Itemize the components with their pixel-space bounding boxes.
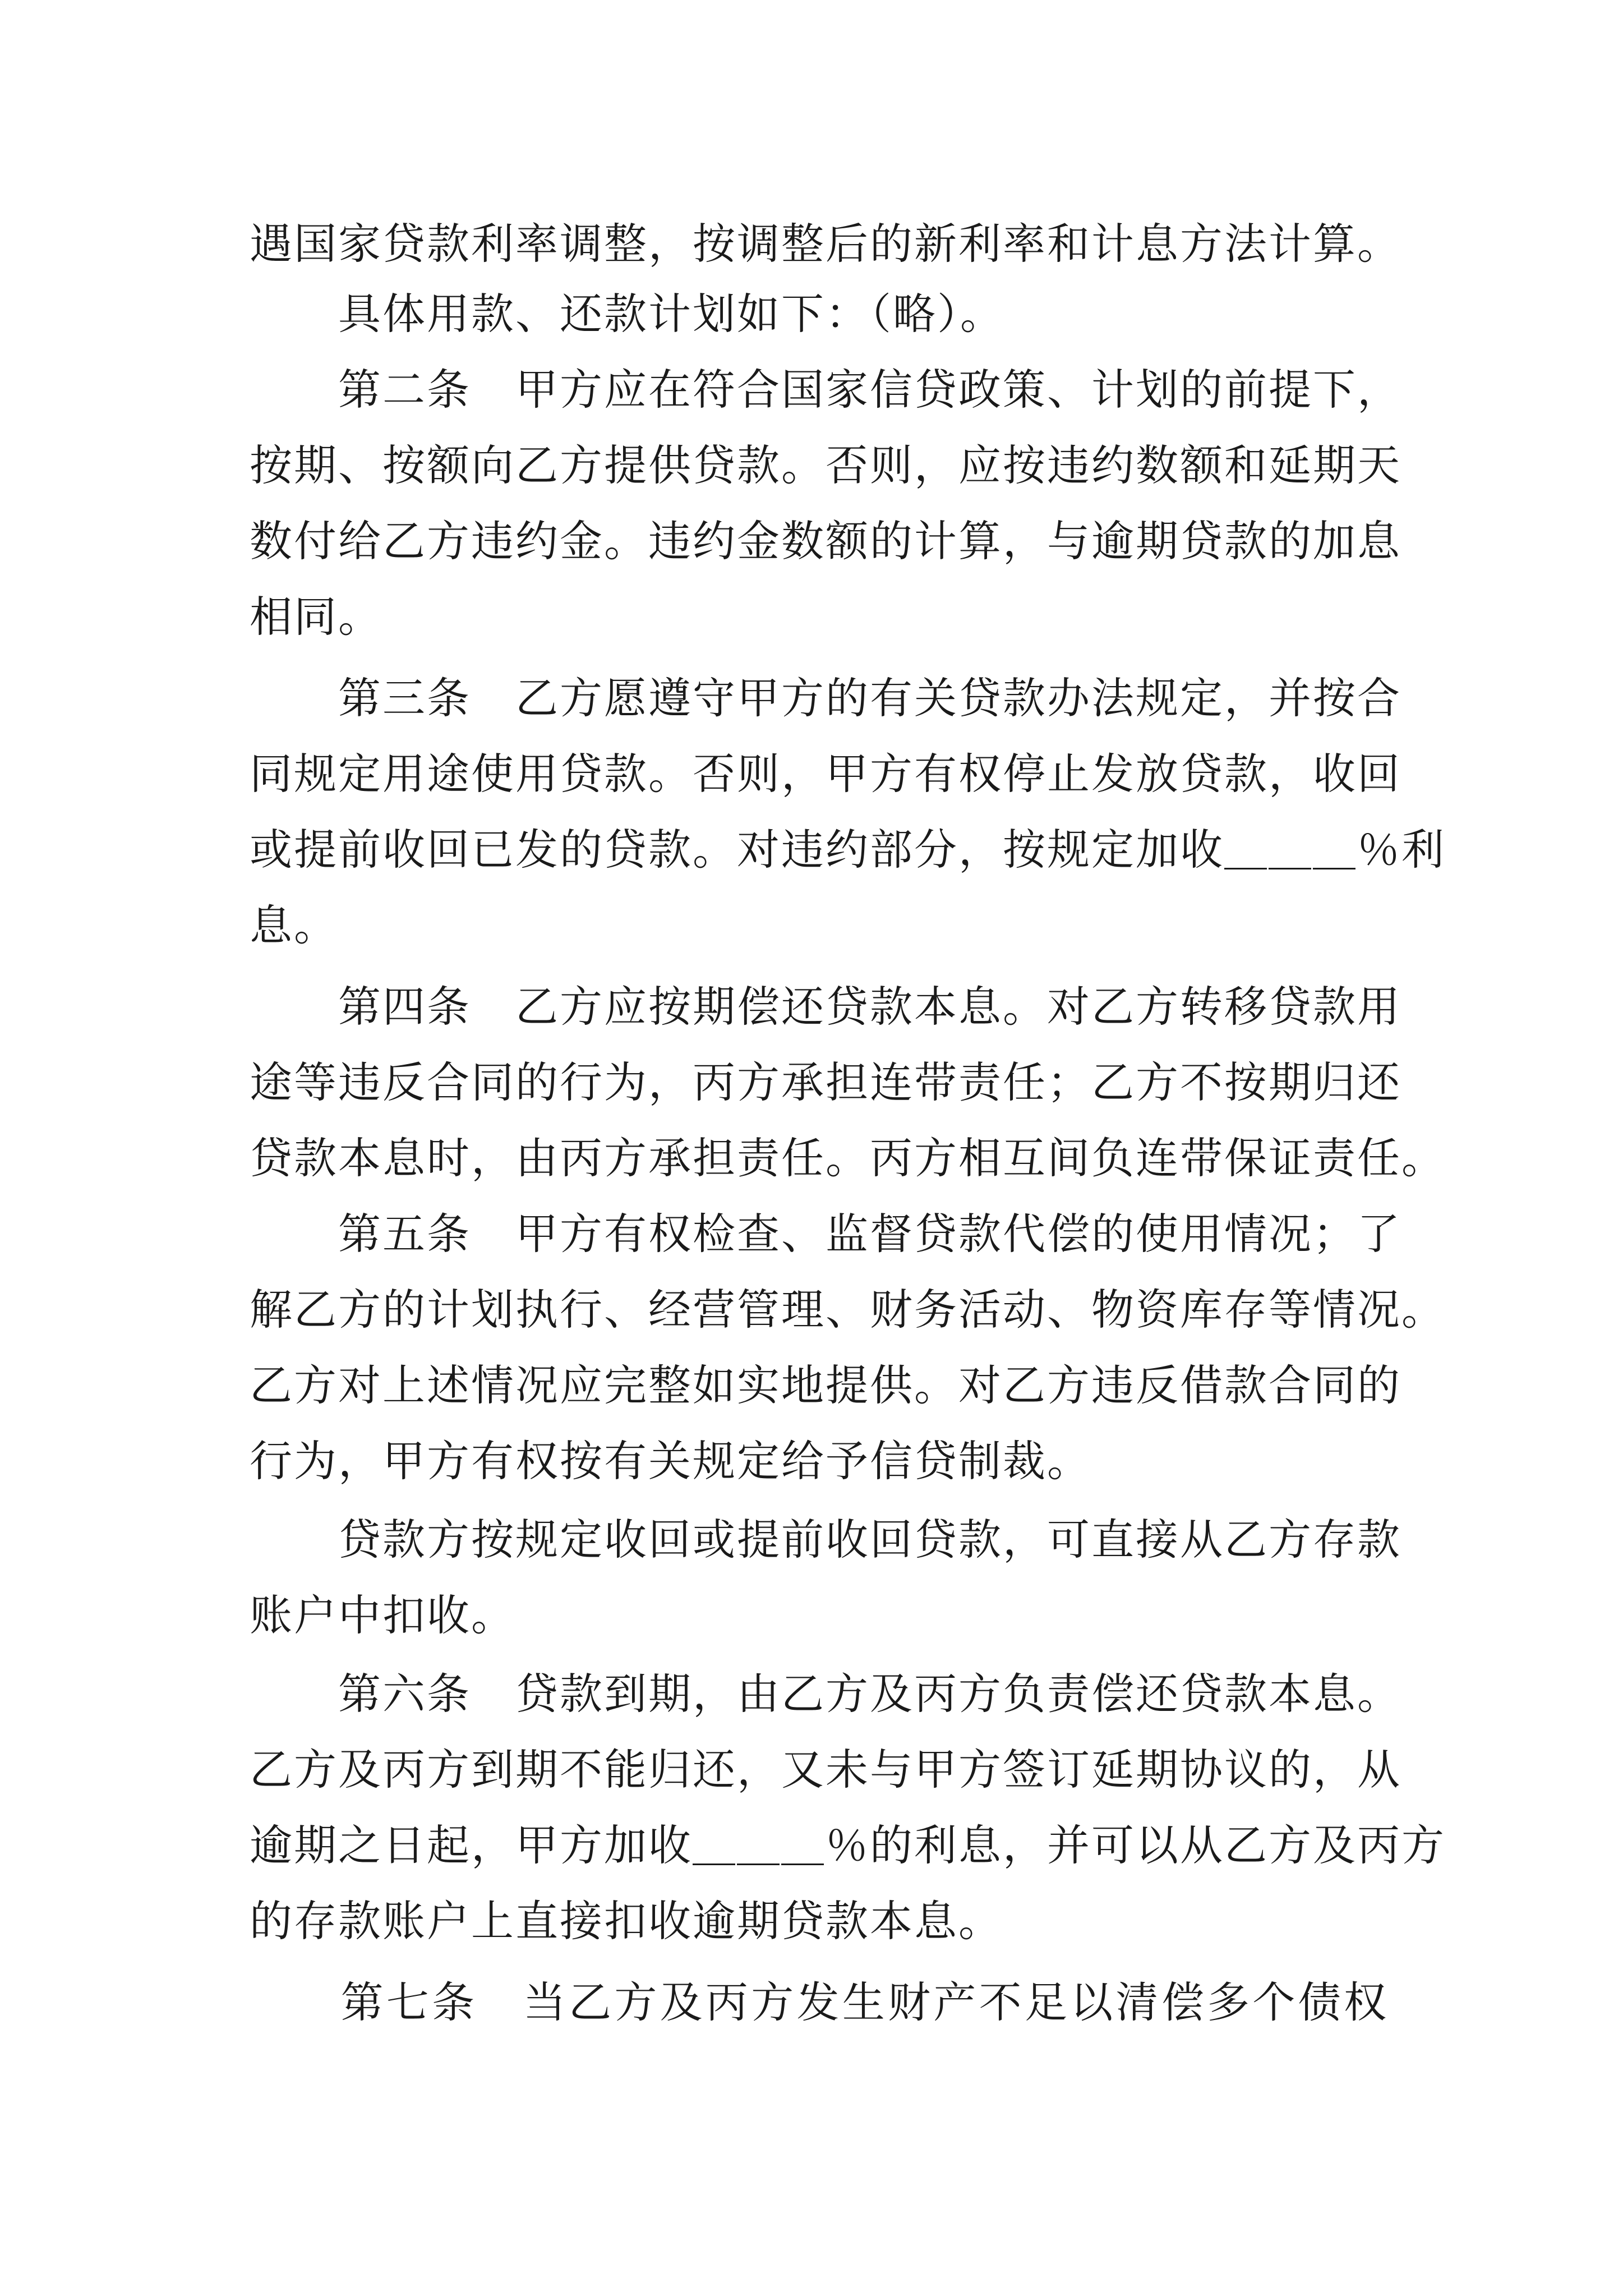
text-line: 具体用款、还款计划如下：（略）。 (250, 289, 1004, 339)
text-line: 第三条 乙方愿遵守甲方的有关贷款办法规定，并按合 (250, 673, 1401, 723)
text-line: 解乙方的计划执行、经营管理、财务活动、物资库存等情况。 (250, 1285, 1446, 1335)
text-line: 第二条 甲方应在符合国家信贷政策、计划的前提下， (250, 365, 1401, 415)
text-line: 按期、按额向乙方提供贷款。否则，应按违约数额和延期天 (250, 440, 1401, 490)
text-line: 贷款本息时，由丙方承担责任。丙方相互间负连带保证责任。 (250, 1133, 1446, 1183)
text-line: 乙方对上述情况应完整如实地提供。对乙方违反借款合同的 (250, 1360, 1401, 1410)
text-line: 息。 (250, 900, 338, 950)
text-line: 账户中扣收。 (250, 1590, 515, 1640)
text-line: 或提前收回已发的贷款。对违约部分，按规定加收＿＿＿％利 (250, 825, 1446, 875)
text-line: 第四条 乙方应按期偿还贷款本息。对乙方转移贷款用 (250, 982, 1401, 1032)
text-line: 第七条 当乙方及丙方发生财产不足以清偿多个债权 (250, 1977, 1388, 2027)
text-line: 相同。 (250, 592, 382, 642)
text-line: 行为，甲方有权按有关规定给予信贷制裁。 (250, 1436, 1091, 1486)
text-line: 逾期之日起，甲方加收＿＿＿％的利息，并可以从乙方及丙方 (250, 1820, 1446, 1870)
text-line: 数付给乙方违约金。违约金数额的计算，与逾期贷款的加息 (250, 516, 1401, 566)
text-line: 遇国家贷款利率调整，按调整后的新利率和计息方法计算。 (250, 219, 1401, 269)
text-line: 贷款方按规定收回或提前收回贷款，可直接从乙方存款 (250, 1515, 1401, 1565)
text-line: 途等违反合同的行为，丙方承担连带责任；乙方不按期归还 (250, 1057, 1401, 1107)
text-line: 第五条 甲方有权检查、监督贷款代偿的使用情况；了 (250, 1209, 1401, 1259)
text-line: 乙方及丙方到期不能归还，又未与甲方签订延期协议的，从 (250, 1745, 1401, 1795)
text-line: 同规定用途使用贷款。否则，甲方有权停止发放贷款，收回 (250, 749, 1401, 799)
text-line: 第六条 贷款到期，由乙方及丙方负责偿还贷款本息。 (250, 1669, 1401, 1719)
text-line: 的存款账户上直接扣收逾期贷款本息。 (250, 1896, 1003, 1946)
